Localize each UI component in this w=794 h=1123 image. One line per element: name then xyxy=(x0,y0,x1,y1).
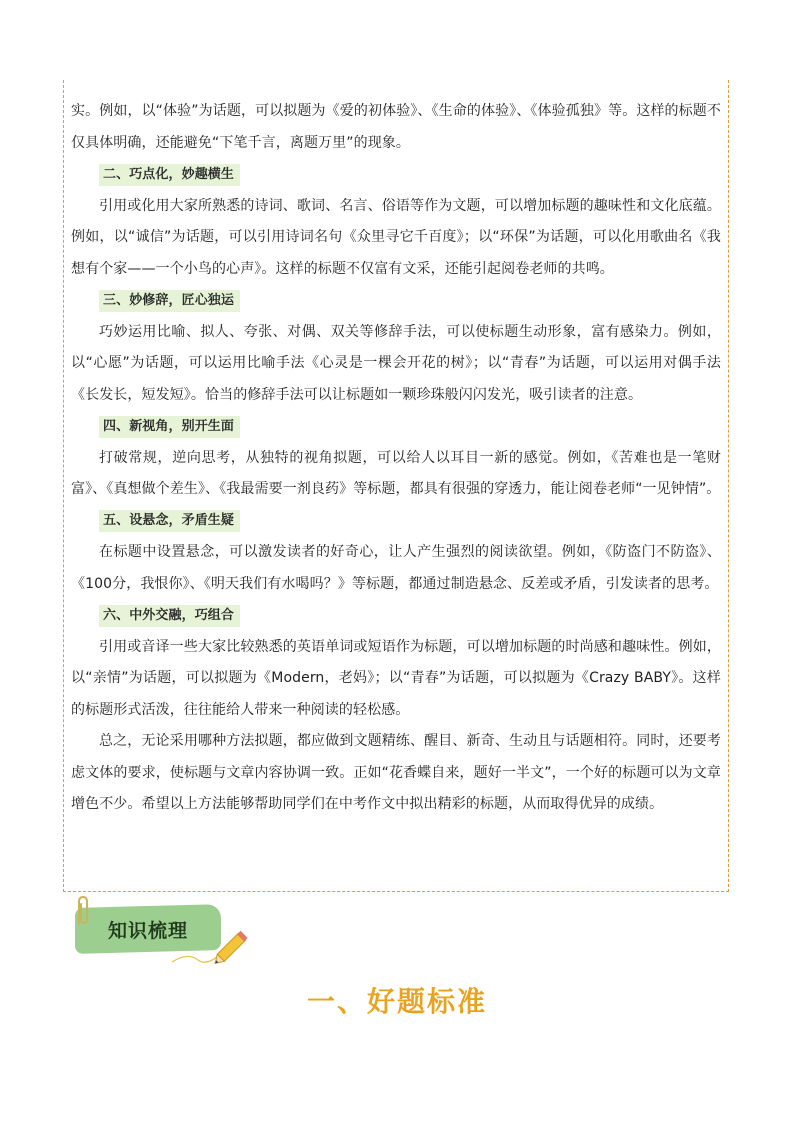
heading-3: 三、妙修辞，匠心独运 xyxy=(99,290,240,312)
paragraph-5: 在标题中设置悬念，可以激发读者的好奇心，让人产生强烈的阅读欲望。例如，《防盗门不防盗》、《100分，我恨你》、《明天我们有水喝吗？》等标题，都通过制造悬念、反差或矛盾，引发读者的思考。 xyxy=(71,544,721,592)
paperclip-icon xyxy=(70,894,96,928)
pencil-icon xyxy=(168,922,258,972)
heading-5: 五、设悬念，矛盾生疑 xyxy=(99,510,240,532)
knowledge-tag-label: 知识梳理 xyxy=(107,919,188,942)
heading-4: 四、新视角，别开生面 xyxy=(99,416,240,438)
paragraph-conclusion: 总之，无论采用哪种方法拟题，都应做到文题精练、醒目、新奇、生动且与话题相符。同时，还要考虑文体的要求，使标题与文章内容协调一致。正如“花香蝶自来，题好一半文”，一个好的标题可以为文章增色不少。希望以上方法能够帮助同学们在中考作文中拟出精彩的标题，从而取得优异的成绩。 xyxy=(71,733,721,812)
section-title: 一、好题标准 xyxy=(306,985,487,1018)
paragraph-2: 引用或化用大家所熟悉的诗词、歌词、名言、俗语等作为文题，可以增加标题的趣味性和文化底蕴。例如，以“诚信”为话题，可以引用诗词名句《众里寻它千百度》；以“环保”为话题，可以化用歌曲名《我想有个家——一个小鸟的心声》。这样的标题不仅富有文采，还能引起阅卷老师的共鸣。 xyxy=(71,197,721,277)
paragraph-6: 引用或音译一些大家比较熟悉的英语单词或短语作为标题，可以增加标题的时尚感和趣味性。例如，以“亲情”为话题，可以拟题为《Modern，老妈》；以“青春”为话题，可以拟题为《Crazy BABY》。这样的标题形式活泼，往往能给人带来一种阅读的轻松感。 xyxy=(71,638,721,718)
article-body xyxy=(71,96,721,821)
heading-6: 六、中外交融，巧组合 xyxy=(99,605,240,627)
paragraph-4: 打破常规，逆向思考，从独特的视角拟题，可以给人以耳目一新的感觉。例如，《苦难也是一笔财富》、《真想做个差生》、《我最需要一剂良药》等标题，都具有很强的穿透力，能让阅卷老师“一见钟情”。 xyxy=(71,449,721,497)
heading-2: 二、巧点化，妙趣横生 xyxy=(99,164,240,186)
paragraph-intro-tail: 实。例如，以“体验”为话题，可以拟题为《爱的初体验》、《生命的体验》、《体验孤独》等。这样的标题不仅具体明确，还能避免“下笔千言，离题万里”的现象。 xyxy=(71,103,721,151)
paragraph-3: 巧妙运用比喻、拟人、夸张、对偶、双关等修辞手法，可以使标题生动形象，富有感染力。例如，以“心愿”为话题，可以运用比喻手法《心灵是一棵会开花的树》；以“青春”为话题，可以运用对偶手法《长发长，短发短》。恰当的修辞手法可以让标题如一颗珍珠般闪闪发光，吸引读者的注意。 xyxy=(71,323,721,403)
